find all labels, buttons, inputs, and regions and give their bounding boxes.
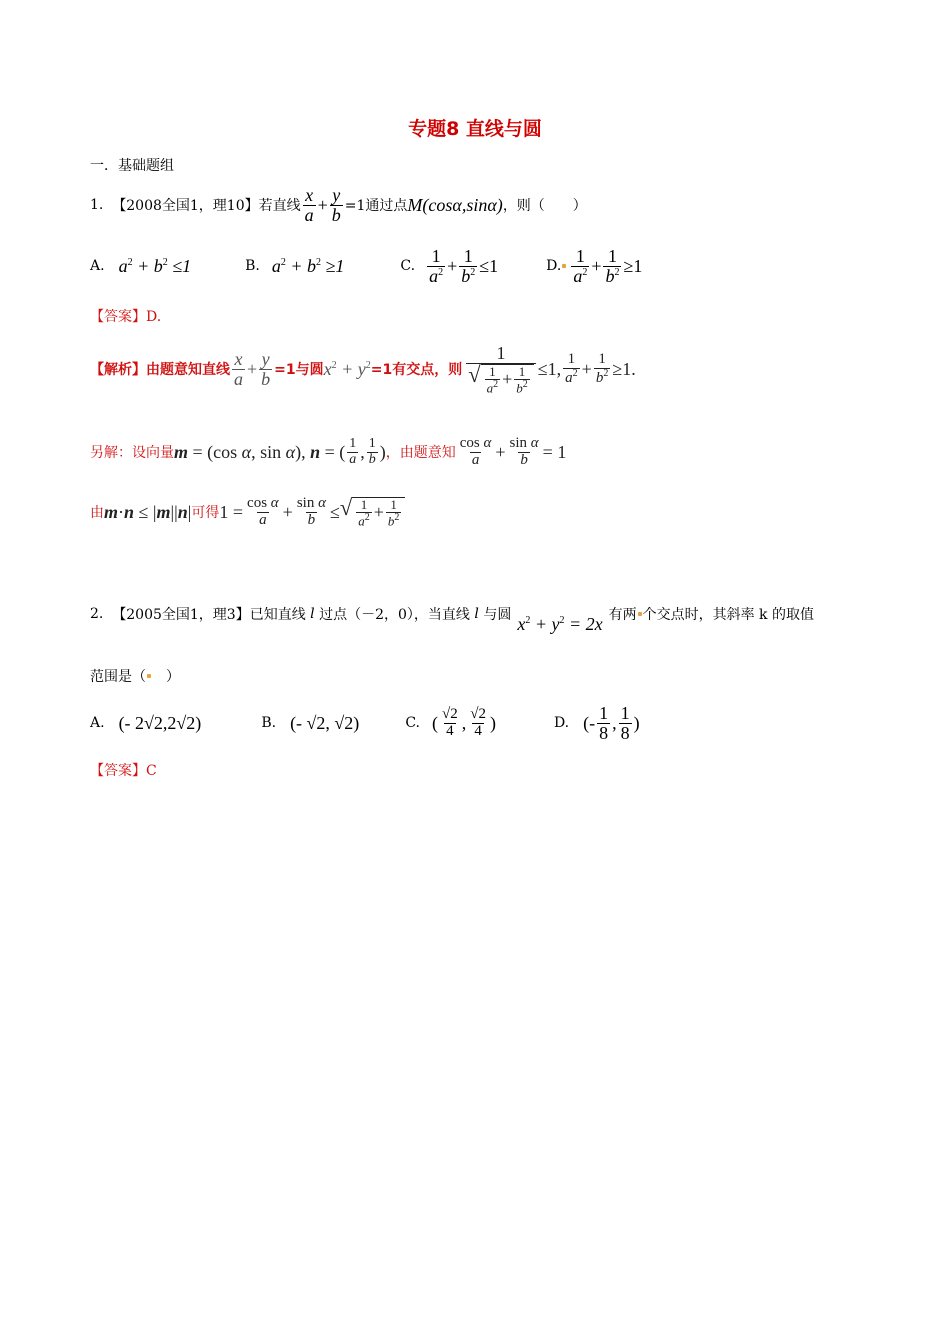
- question-text: 已知直线: [249, 606, 306, 623]
- alt-text: ，由题意知: [385, 445, 456, 462]
- marker-dot: [638, 612, 642, 616]
- option-label-c: C.: [405, 715, 420, 732]
- option-a-formula: $a^2 + b^2 \le 1$: [118, 255, 192, 276]
- option-label-b: B.: [261, 715, 277, 732]
- question-source: 【2008全国1，理10】: [112, 198, 259, 215]
- option-label-b: B.: [245, 258, 260, 275]
- analysis-block: 【解析】由题意知直线 $\frac{x}{a}$ + $\frac{y}{b}$ =1与圆 $x^2 + y^2$ =1有交点，则 1 √ $\frac{1}{a^2}$ + $\frac{1}{b^2}$ ≤1, $\frac{1}{a^2}$ + $\frac{1}{b^2}$ ≥1.: [90, 343, 636, 395]
- question-2-stem-line2: [90, 666, 180, 686]
- section-heading: 一．基础题组: [90, 158, 174, 174]
- option-d-formula: $\frac{1}{a^2}$: [573, 246, 588, 286]
- question-source: 【2005全国1，理3】: [112, 606, 250, 623]
- step-text: 由: [90, 505, 104, 522]
- marker-dot: [562, 264, 566, 268]
- option-label-d: D.: [553, 715, 570, 732]
- analysis-formula: 1 √ $\frac{1}{a^2}$ + $\frac{1}{b^2}$: [466, 344, 536, 395]
- question-text: 范围是（: [90, 669, 146, 685]
- option-d-formula: $\frac{1}{8}$: [599, 703, 609, 743]
- option-c-formula: $\frac{1}{a^2}$: [429, 246, 444, 286]
- question-text: 若直线: [258, 198, 301, 215]
- option-label-d: D.: [546, 258, 562, 275]
- option-c-formula: $\frac{√2}{4}$: [441, 706, 458, 739]
- option-a-formula: (- 2√2,2√2): [118, 712, 202, 733]
- option-label-c: C.: [400, 258, 416, 275]
- alt-solution: 另解：设向量 m = (cos α, sin α), n = ( $\frac{1}{a}$ , $\frac{1}{b}$ ) ，由题意知 $\frac{\text{cos α}}{a}$ + $\frac{\text{sin α}}{b}$ = 1: [90, 435, 567, 468]
- question-text: 与圆: [483, 606, 512, 623]
- circle-equation: $x^2 + y^2 = 2x$: [517, 614, 603, 634]
- question-number: 1.: [90, 197, 104, 214]
- line-symbol: l: [474, 605, 479, 622]
- inequality-step: 由 m·n ≤ |m||n| 可得 1 = $\frac{\text{cos α}}{a}$ + $\frac{\text{sin α}}{b}$ ≤ √ $\frac{1}{a^2}$ + $\frac{1}{b^2}$: [90, 496, 405, 529]
- question-text: ，则（ ）: [502, 198, 587, 215]
- formula-x-over-a: $\frac{x}{a}$: [304, 185, 314, 225]
- question-text: 有两: [608, 606, 637, 623]
- analysis-text: =1与圆: [274, 362, 324, 379]
- question-1-answer: 【答案】D.: [90, 309, 162, 325]
- analysis-text: =1有交点，则: [370, 362, 463, 379]
- formula-y-over-b: $\frac{y}{b}$: [331, 185, 341, 225]
- marker-dot: [147, 674, 151, 678]
- page-title: 专题8 直线与圆: [408, 118, 542, 140]
- question-number: 2.: [90, 605, 104, 622]
- question-2-stem: [90, 603, 814, 634]
- question-text: =1通过点: [344, 198, 408, 215]
- line-symbol: l: [310, 605, 315, 622]
- alt-text: 另解：设向量: [90, 445, 174, 462]
- question-1-options: A. $a^2 + b^2 \le 1$ B. $a^2 + b^2 \ge 1$ C. $\frac{1}{a^2}$ + $\frac{1}{b^2}$ ≤1 D. $\frac{1}{a^2}$ + $\frac{1}{b^2}$ ≥1: [90, 246, 643, 286]
- step-text: 可得: [191, 505, 220, 522]
- question-2-options: A. (- 2√2,2√2) B. (- √2, √2) C. ( $\frac{√2}{4}$ , $\frac{√2}{4}$ ) D. (- $\frac{1}{8}$ , $\frac{1}{8}$ ): [90, 703, 640, 743]
- question-text: 个交点时，其斜率 k 的取值: [642, 606, 814, 623]
- question-text: ）: [152, 669, 180, 685]
- option-label-a: A.: [90, 715, 105, 732]
- option-b-formula: (- √2, √2): [290, 712, 360, 733]
- analysis-text: 【解析】由题意知直线: [90, 362, 230, 379]
- question-text: 过点（－2，0），当直线: [319, 606, 470, 623]
- question-1-stem: 1. 【2008全国1，理10】 若直线 $\frac{x}{a}$ + $\frac{y}{b}$ =1通过点 M(cosα,sinα) ，则（ ）: [90, 185, 587, 225]
- option-b-formula: $a^2 + b^2 \ge 1$: [271, 255, 345, 276]
- option-label-a: A.: [90, 258, 105, 275]
- formula-point-m: M(cosα,sinα): [407, 194, 503, 215]
- question-2-answer: 【答案】C: [90, 763, 157, 779]
